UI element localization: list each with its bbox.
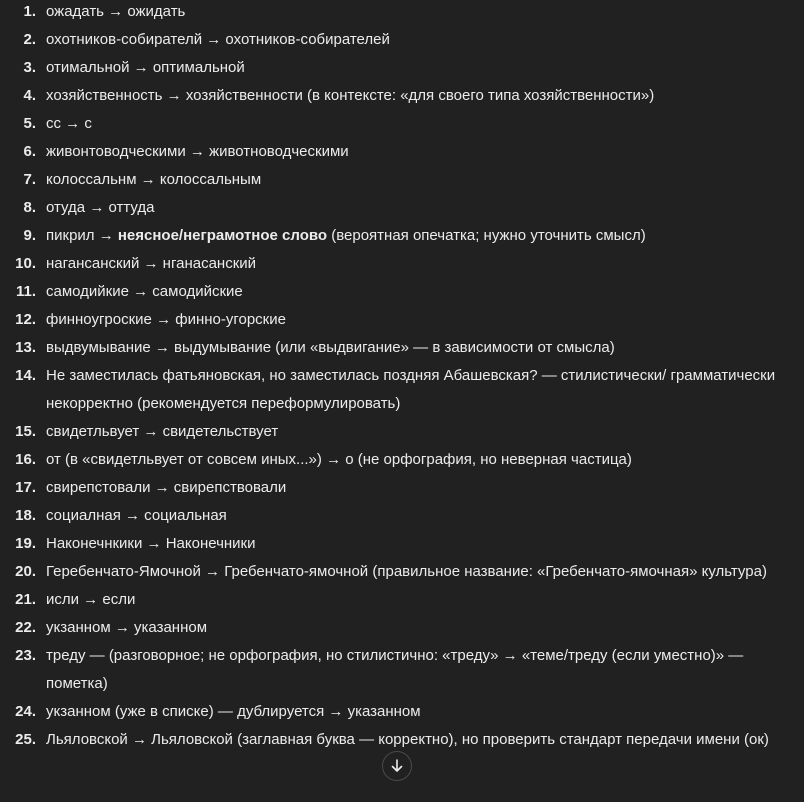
item-number: 11.	[15, 283, 36, 300]
item-number: 23.	[15, 647, 36, 664]
list-item	[0, 138, 804, 166]
item-text: Наконечнкики → Наконечники	[46, 535, 256, 552]
item-text-bold: неясное/неграмотное слово	[117, 227, 328, 244]
item-number: 24.	[15, 703, 36, 720]
list-item	[0, 222, 804, 250]
item-number: 19.	[15, 535, 36, 552]
item-number: 21.	[15, 591, 36, 608]
list-item	[0, 530, 804, 558]
list-item	[0, 642, 804, 698]
item-text	[46, 222, 794, 250]
list-item	[0, 54, 804, 82]
item-text: самодийкие → самодийские	[46, 283, 243, 300]
item-number: 20.	[15, 563, 36, 580]
list-item	[0, 362, 804, 418]
list-item	[0, 614, 804, 642]
list-item	[0, 26, 804, 54]
list-item	[0, 166, 804, 194]
item-number: 3.	[23, 59, 36, 76]
list-item	[0, 558, 804, 586]
scroll-to-bottom-button[interactable]	[382, 751, 412, 781]
item-text: ожадать → ожидать	[46, 3, 186, 20]
item-text: укзанном (уже в списке) — дублируется → указанном	[46, 703, 421, 720]
item-number: 13.	[15, 339, 36, 356]
arrow-down-icon	[389, 758, 405, 774]
item-number: 18.	[15, 507, 36, 524]
list-item	[0, 502, 804, 530]
item-number: 22.	[15, 619, 36, 636]
item-number: 7.	[23, 171, 36, 188]
item-text: Льяловской → Льяловской (заглавная буква — корректно), но проверить стандарт передачи имени (ок)	[46, 731, 769, 748]
item-text: финноугроские → финно-угорские	[46, 311, 286, 328]
item-number: 17.	[15, 479, 36, 496]
item-text: Не заместилась фатьяновская, но заместилась поздняя Абашевская? — стилистически/ грамматически некорректно (рекомендуется переформулировать)	[46, 367, 776, 412]
list-item	[0, 474, 804, 502]
item-text: выдвумывание → выдумывание (или «выдвигание» — в зависимости от смысла)	[46, 339, 615, 356]
item-text-post: (вероятная опечатка; нужно уточнить смысл)	[327, 227, 646, 244]
item-text: треду — (разговорное; не орфография, но стилистично: «треду» → «теме/треду (если уместно)» — пометка)	[46, 647, 744, 692]
item-text: живонтоводческими → животноводческими	[46, 143, 349, 160]
item-text: отуда → оттуда	[46, 199, 155, 216]
list-item	[0, 334, 804, 362]
item-number: 15.	[15, 423, 36, 440]
item-text: сс → с	[46, 115, 92, 132]
item-text: охотников-собирателй → охотников-собирателей	[46, 31, 390, 48]
list-item	[0, 418, 804, 446]
item-number: 8.	[23, 199, 36, 216]
list-item	[0, 586, 804, 614]
item-number: 6.	[23, 143, 36, 160]
list-item	[0, 278, 804, 306]
item-text: укзанном → указанном	[46, 619, 208, 636]
item-number: 25.	[15, 731, 36, 748]
list-item	[0, 82, 804, 110]
item-text: хозяйственность → хозяйственности (в контексте: «для своего типа хозяйственности»)	[46, 87, 655, 104]
item-text: нагансанский → нганасанский	[46, 255, 257, 272]
item-text: отимальной → оптимальной	[46, 59, 245, 76]
item-number: 16.	[15, 451, 36, 468]
item-number: 14.	[15, 367, 36, 384]
list-item	[0, 726, 804, 754]
list-item	[0, 698, 804, 726]
item-number: 2.	[23, 31, 36, 48]
list-item	[0, 446, 804, 474]
item-number: 4.	[23, 87, 36, 104]
item-text: социалная → социальная	[46, 507, 227, 524]
item-text: от (в «свидетльвует от совсем иных...») → о (не орфография, но неверная частица)	[46, 451, 632, 468]
list-item	[0, 194, 804, 222]
list-item	[0, 250, 804, 278]
list-item	[0, 0, 804, 26]
list-item	[0, 110, 804, 138]
item-text: колоссальнм → колоссальным	[46, 171, 262, 188]
item-number: 9.	[23, 227, 36, 244]
item-text: исли → если	[46, 591, 136, 608]
item-text: свидетльвует → свидетельствует	[46, 423, 279, 440]
item-number: 1.	[23, 3, 36, 20]
item-number: 5.	[23, 115, 36, 132]
item-text: Геребенчато-Ямочной → Гребенчато-ямочной (правильное название: «Гребенчато-ямочная» культура)	[46, 563, 767, 580]
list-item	[0, 306, 804, 334]
item-number: 10.	[15, 255, 36, 272]
item-text-pre: пикрил →	[46, 227, 118, 244]
item-text: свирепстовали → свирепствовали	[46, 479, 287, 496]
item-number: 12.	[15, 311, 36, 328]
